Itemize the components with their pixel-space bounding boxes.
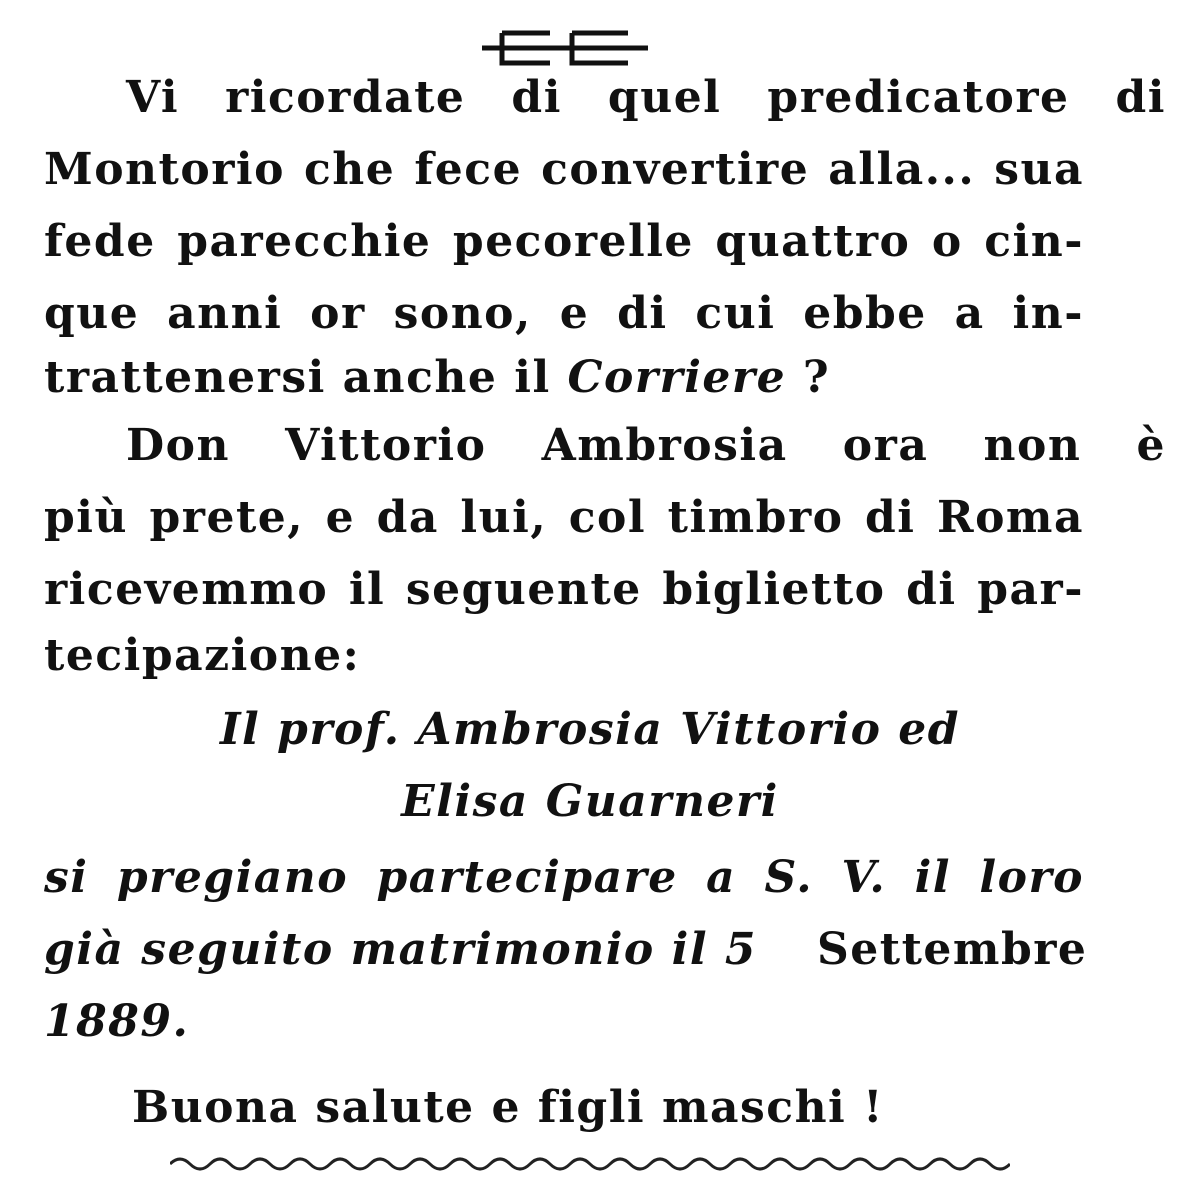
closing-line: Buona salute e figli maschi ! bbox=[132, 1082, 884, 1133]
announcement-line4-text: già seguito matrimonio il 5 bbox=[44, 924, 757, 975]
ornament-divider bbox=[480, 8, 650, 68]
announcement-line4-month: Settembre bbox=[816, 924, 1088, 975]
paragraph1-line5-end: ? bbox=[786, 352, 831, 403]
paragraph1-line4: que anni or sono, e di cui ebbe a in- bbox=[44, 288, 1084, 339]
paragraph2-line2: più prete, e da lui, col timbro di Roma bbox=[44, 492, 1084, 543]
paragraph1-line5-text: trattenersi anche il bbox=[44, 352, 551, 403]
paragraph2-line3: ricevemmo il seguente biglietto di par- bbox=[44, 564, 1084, 615]
wavy-rule bbox=[170, 1150, 1010, 1176]
paragraph1-line2: Montorio che fece convertire alla... sua bbox=[44, 144, 1084, 195]
announcement-line5: 1889. bbox=[44, 996, 190, 1047]
newspaper-name: Corriere bbox=[567, 352, 787, 403]
paragraph2-line1: Don Vittorio Ambrosia ora non è bbox=[126, 420, 1166, 471]
paragraph1-line3: fede parecchie pecorelle quattro o cin- bbox=[44, 216, 1084, 267]
paragraph1-line1: Vi ricordate di quel predicatore di bbox=[126, 72, 1166, 123]
paragraph2-line4: tecipazione: bbox=[44, 630, 361, 681]
announcement-line2: Elisa Guarneri bbox=[401, 776, 779, 827]
announcement-line1: Il prof. Ambrosia Vittorio ed bbox=[219, 704, 961, 755]
announcement-line3: si pregiano partecipare a S. V. il loro bbox=[44, 852, 1084, 903]
announcement-line4 bbox=[44, 914, 1144, 986]
paragraph1-line5 bbox=[44, 342, 1144, 414]
